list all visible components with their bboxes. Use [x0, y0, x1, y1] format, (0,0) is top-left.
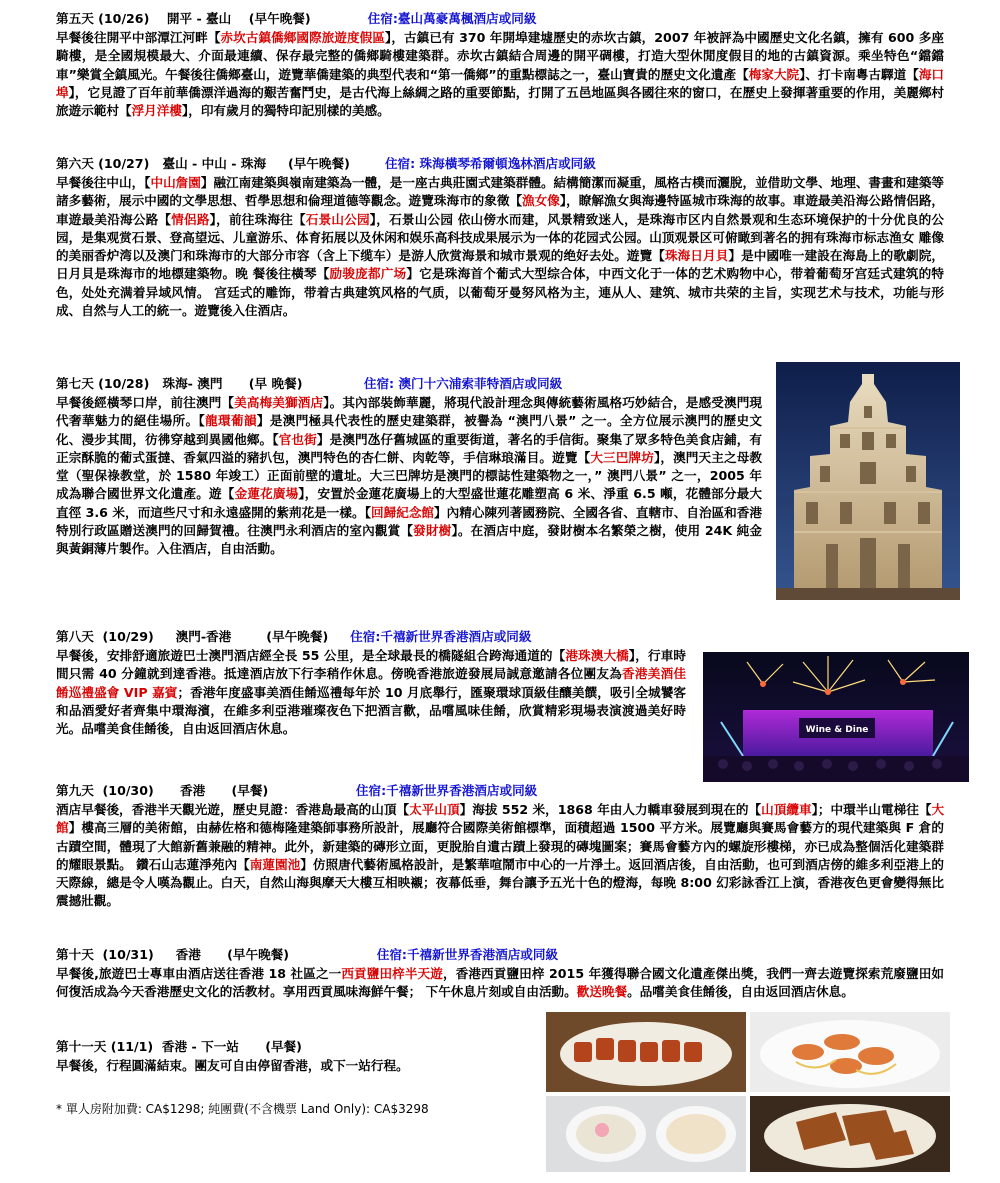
- day-7-title: 第七天 (10/28) 珠海- 澳門 (早 晚餐): [56, 376, 303, 391]
- highlight-attraction: 港珠澳大橋: [565, 648, 629, 663]
- day-11-section: [56, 1038, 536, 1075]
- day-5-header: [56, 10, 944, 29]
- highlight-attraction: 官也街: [278, 431, 317, 447]
- highlight-attraction: 大館: [56, 802, 945, 836]
- description-text: 早餐後往中山，【: [56, 175, 151, 190]
- description-text: 】是中國唯一建設在海島上的歌劇院，日月貝是珠海市的地標建築物。晚 餐後往橫琴【: [56, 248, 945, 282]
- day-9-hotel: 住宿:千禧新世界香港酒店或同級: [355, 783, 538, 798]
- description-text: 】；中環半山電梯往【: [811, 802, 932, 817]
- description-text: 】融江南建築與嶺南建築為一體，是一座古典莊園式建築群體。結構簡潔而凝重，風格古樸而灑脫，並借助文學、地理、書畫和建築等諸多藝術，展示中國的文學思想、哲學思想和倫理道德等觀念。遊覽珠海市的象徵【: [56, 175, 945, 209]
- day-9-description: [56, 801, 944, 911]
- description-text: 】，印有歲月的獨特印記別樣的美感。: [181, 103, 390, 119]
- description-text: 】。在酒店中庭，發財樹本名繁榮之樹，使用 24K 純金與黃銅薄片製作。入住酒店，自由活動。: [56, 523, 763, 557]
- day-7-section: [56, 375, 762, 559]
- day-7-header: [56, 375, 762, 394]
- highlight-attraction: 山頂纜車: [761, 802, 812, 817]
- day-6-description: [56, 174, 944, 320]
- day-10-description: [56, 965, 944, 1002]
- highlight-attraction: 石景山公园: [305, 211, 370, 227]
- highlight-attraction: 珠海日月貝: [664, 248, 729, 264]
- day-9-title: 第九天 (10/30) 香港 (早餐): [56, 783, 269, 798]
- description-text: 】、打卡南粵古驛道【: [799, 66, 919, 82]
- description-text: ，香港西貢鹽田梓 2015 年獲得聯合國文化遺產傑出獎，我們一齊去遊覽探索荒廢鹽田如何復活成為今天香港歷史文化的活教材。享用西貢風味海鮮午餐； 下午休息片刻或自由活動。: [56, 966, 944, 1000]
- description-text: 早餐後，行程圓滿結束。團友可自由停留香港，或下一站行程。: [56, 1058, 409, 1073]
- day-8-section: [56, 628, 686, 738]
- price-note: * 單人房附加費: CA$1298; 純團費(不含機票 Land Only): CA$3298: [56, 1102, 429, 1116]
- description-text: 】是澳門極具代表性的歷史建築群，被譽為 “澳門八景” 之一。全方位展示澳門的歷史文化、漫步其間，彷彿穿越到異國他鄉。【: [56, 413, 763, 447]
- description-text: 】。其內部裝飾華麗，將現代設計理念與傳統藝術風格巧妙結合，是感受澳門現代奢華魅力的絕佳場所。【: [56, 395, 763, 429]
- day-6-header: [56, 155, 944, 174]
- highlight-attraction: 龍環葡韻: [205, 413, 257, 429]
- description-text: 】它是珠海首个葡式大型综合体，中西文化于一体的艺术购物中心，带着葡萄牙宫廷式建筑的特色，处处充满着异域风情。 宫廷式的雕饰，带着古典建筑风格的气质，以葡萄牙曼努风格为主，連从人、建筑、城市共荣的主旨，实现艺术与技术，功能与形成、自然与人工的統一。遊覽後入住酒店。: [56, 266, 945, 319]
- macau-ruins-photo: [776, 362, 960, 600]
- day-8-description: [56, 647, 686, 738]
- description-text: 酒店早餐後，香港半天觀光遊，歷史見證：香港島最高的山頂【: [56, 802, 410, 817]
- description-text: 】仿照唐代藝術風格設計，是繁華喧鬧市中心的一片淨土。返回酒店後，自由活動，也可到酒店傍的維多利亞港上的天際線，總是令人嘆為觀止。白天，自然山海與摩天大樓互相映襯；夜幕低垂，舞台讓予五光十色的燈海，每晚 8:00 幻彩詠香江上演，香港夜色更會變得無比震撼壯觀。: [56, 856, 945, 909]
- day-5-section: [56, 10, 944, 120]
- highlight-attraction: 太平山頂: [409, 802, 460, 817]
- wine-dine-stage-photo: [703, 652, 969, 782]
- description-text: 早餐後,旅遊巴士專車由酒店送往香港 18 社區之一: [56, 966, 342, 981]
- highlight-attraction: 大三巴牌坊: [590, 449, 654, 465]
- highlight-attraction: 西貢鹽田梓半天遊: [341, 966, 443, 981]
- day-5-title: 第五天 (10/26) 開平 - 臺山 (早午晚餐): [56, 11, 311, 26]
- stage-sign-text: Wine & Dine: [805, 725, 869, 735]
- day-8-header: [56, 628, 686, 647]
- description-text: 】，前往珠海往【: [209, 211, 306, 227]
- description-text: 早餐後經橫琴口岸，前往澳門【: [56, 395, 235, 410]
- description-text: 。品嚐美食佳餚後，自由返回酒店休息。: [627, 984, 854, 1000]
- day-11-title: 第十一天 (11/1) 香港 - 下一站 (早餐): [56, 1039, 302, 1054]
- day-6-section: [56, 155, 944, 320]
- highlight-attraction: 金蓮花廣場: [234, 486, 299, 502]
- day-8-hotel: 住宿:千禧新世界香港酒店或同級: [350, 629, 532, 644]
- description-text: 】，瞭解漁女與海邊特區城市珠海的故事。車遊最美沿海公路情侶路，車遊最美沿海公路【: [56, 193, 945, 227]
- highlight-attraction: 浮月洋樓: [131, 103, 182, 119]
- highlight-attraction: 梅家大院: [748, 66, 800, 82]
- description-text: 早餐後往開平中部潭江河畔【: [56, 30, 221, 45]
- day-9-section: [56, 782, 944, 911]
- description-text: 】是澳門氹仔舊城區的重要街道，著名的手信街。聚集了眾多特色美食店鋪，有正宗酥脆的葡式蛋撻、香氣四溢的豬扒包，澳門特色的杏仁餅、肉乾等，手信琳琅滿目。遊覽【: [56, 431, 763, 465]
- day-11-description: [56, 1057, 536, 1075]
- description-text: 】，安置於金蓮花廣場上的大型盛世蓮花雕塑高 6 米、淨重 6.5 噸，花體部分最大直徑 3.6 米，而這些尺寸和永遠盛開的紫荊花是一樣。【: [56, 486, 763, 520]
- food-collage-photo: [546, 1012, 950, 1172]
- day-7-hotel: 住宿: 澳门十六浦索菲特酒店或同級: [363, 376, 563, 391]
- highlight-attraction: 漁女像: [522, 193, 560, 209]
- day-10-section: [56, 946, 944, 1002]
- description-text: 】內精心陳列著國務院、全國各省、直轄市、自治區和香港特別行政區贈送澳門的回歸賀禮。往澳門永利酒店的室內觀賞【: [56, 504, 763, 539]
- day-10-header: [56, 946, 944, 965]
- day-5-hotel: 住宿:臺山萬豪萬楓酒店或同級: [367, 11, 537, 26]
- day-8-title: 第八天 (10/29) 澳門-香港 (早午晚餐): [56, 629, 329, 644]
- day-5-description: [56, 29, 944, 120]
- highlight-attraction: 香港美酒佳餚巡禮盛會 VIP 嘉賓: [56, 666, 686, 700]
- description-text: 早餐後，安排舒適旅遊巴士澳門酒店經全長 55 公里，是全球最長的橋隧組合跨海通道的【: [56, 648, 566, 663]
- description-text: 】，它見證了百年前華僑漂洋過海的艱苦奮鬥史，是古代海上絲綢之路的重要節點，打開了五邑地區與各國往來的窗口，在歷史上發揮著重要的作用，美麗鄉村旅遊示範村【: [56, 84, 945, 119]
- highlight-attraction: 中山詹園: [150, 175, 201, 190]
- description-text: ；香港年度盛事美酒佳餚巡禮每年於 10 月底舉行，匯聚環球頂級佳釀美饌，吸引全城饕客和品酒愛好者齊集中環海濱，在維多利亞港璀璨夜色下把酒言歡，品嚐風味佳餚，欣賞精彩現場表演渡過美好時光。品嚐美食佳餚後，自由返回酒店休息。: [56, 684, 687, 737]
- day-6-hotel: 住宿: 珠海橫琴希爾頓逸林酒店或同級: [384, 156, 596, 171]
- highlight-attraction: 發財樹: [413, 523, 452, 539]
- highlight-attraction: 励骏庞都广场: [329, 266, 407, 282]
- highlight-attraction: 赤坎古鎮僑鄉國際旅遊度假區: [220, 30, 385, 45]
- description-text: 】樓高三層的美術館，由赫佐格和德梅隆建築師事務所設計，展廳符合國際美術館標準，面積超過 1500 平方米。展覽廳與賽馬會藝方的現代建築與 F 倉的古蹟空間，體現了大館新舊兼融的精神。此外，新建築的磚形立面，更脫胎自遺古蹟上發現的磚塊圖案；賽馬會藝方內的螺旋形樓梯，亦已成為整個活化建築群的耀眼景點。 鑽石山志蓮淨苑內【: [56, 820, 944, 872]
- description-text: 】，行車時間只需 40 分鐘就到達香港。抵達酒店放下行李稍作休息。傍晚香港旅遊發展局誠意邀請各位團友為: [56, 648, 687, 682]
- day-6-title: 第六天 (10/27) 臺山 - 中山 - 珠海 (早午晚餐): [56, 156, 350, 171]
- highlight-attraction: 海口埠: [56, 66, 945, 100]
- day-10-title: 第十天 (10/31) 香港 (早午晚餐): [56, 947, 290, 962]
- highlight-attraction: 歡送晚餐: [576, 984, 628, 1000]
- day-9-header: [56, 782, 944, 801]
- highlight-attraction: 情侶路: [171, 211, 210, 227]
- description-text: 】，古鎮已有 370 年開埠建墟歷史的赤坎古鎮，2007 年被評為中國歷史文化名鎮，擁有 600 多座騎樓，是全國規模最大、介面最連續、保存最完整的僑鄉騎樓建築群。赤坎古鎮結合周邊的開平碉樓，打造大型休閒度假目的地的古鎮資源。乘坐特色“鐺鐺車”樂賞全鎮風光。午餐後往僑鄉臺山，遊覽華僑建築的典型代表和“第一僑鄉”的重點標誌之一，臺山寶貴的歷史文化遺產【: [56, 30, 945, 82]
- description-text: 】，澳門天主之母教堂（聖保祿教堂，於 1580 年竣工）正面前壁的遺址。大三巴牌坊是澳門的標誌性建築物之一，” 澳門八景” 之一，2005 年成為聯合國世界文化遺產。遊【: [56, 449, 763, 502]
- day-10-hotel: 住宿:千禧新世界香港酒店或同級: [376, 947, 559, 962]
- description-text: 】，石景山公园 依山傍水而建，风景精致迷人，是珠海市区内自然景观和生态环境保护的十分优良的公园，是集观赏石景、登高望远、儿童游乐、体育拓展以及休闲和娱乐高科技成果展示为一体的花园式公园。山顶观景区可俯瞰到著名的拥有珠海市标志渔女 雕像的美丽香炉湾以及澳门和珠海市的大部分市容（含上下缆车）是游人欣赏海景和城市景观的绝好去处。遊覽【: [56, 211, 945, 264]
- highlight-attraction: 南蓮園池: [249, 856, 301, 872]
- highlight-attraction: 回歸紀念館: [370, 504, 435, 520]
- day-11-header: [56, 1038, 536, 1057]
- description-text: 】海拔 552 米，1868 年由人力轎車發展到現在的【: [459, 802, 762, 817]
- day-7-description: [56, 394, 762, 559]
- highlight-attraction: 美高梅美獅酒店: [234, 395, 324, 410]
